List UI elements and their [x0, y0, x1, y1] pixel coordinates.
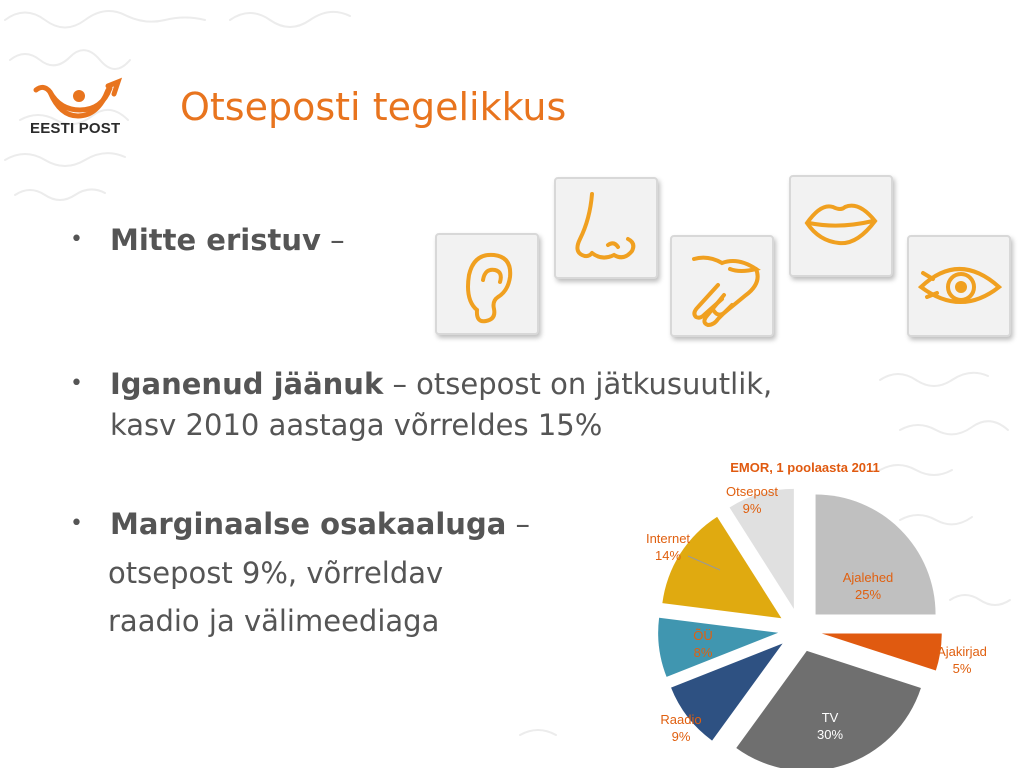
logo-text: EESTI POST	[30, 120, 121, 137]
eye-icon	[909, 237, 1009, 335]
ear-icon	[437, 235, 537, 333]
slide-title: Otseposti tegelikkus	[180, 85, 567, 129]
pie-value-label: 9%	[742, 501, 762, 516]
nose-icon	[556, 179, 656, 277]
pie-value-label: 25%	[854, 587, 882, 602]
pie-label: Raadio	[660, 712, 702, 727]
bullet-2-rest: – otsepost on jätkusuutlik,	[383, 367, 773, 401]
chart-title: EMOR, 1 poolaasta 2011	[730, 460, 880, 475]
pie-label: Internet	[645, 531, 691, 546]
pie-value-label: 9%	[671, 729, 691, 744]
ear-tile	[435, 233, 539, 335]
lips-icon	[791, 177, 891, 275]
bullet-3-rest: –	[506, 507, 530, 541]
pie-value-label: 14%	[654, 548, 682, 563]
pie-value-label: 8%	[693, 645, 713, 660]
eye-tile	[907, 235, 1011, 337]
lips-tile	[789, 175, 893, 277]
bullet-3-line3: raadio ja välimeediaga	[108, 604, 440, 638]
bullet-1-bold: Mitte eristuv	[110, 223, 321, 257]
pie-chart	[600, 450, 1024, 768]
hand-icon	[672, 237, 772, 335]
bullet-dot: •	[70, 227, 83, 252]
pie-label: Ajakirjad	[937, 644, 987, 659]
pie-label: ÕÜ	[693, 628, 713, 643]
bullet-1-rest: –	[320, 223, 345, 257]
bullet-dot: •	[70, 371, 83, 396]
bullet-dot: •	[70, 511, 83, 536]
pie-value-label: 5%	[952, 661, 972, 676]
bullet-3-line2: otsepost 9%, võrreldav	[108, 556, 444, 590]
hand-tile	[670, 235, 774, 337]
nose-tile	[554, 177, 658, 279]
pie-label: Otsepost	[725, 484, 779, 499]
bullet-2-bold: Iganenud jäänuk	[110, 367, 384, 401]
pie-value-label: 30%	[816, 727, 844, 742]
bullet-3-bold: Marginaalse osakaaluga	[110, 507, 507, 541]
pie-label: TV	[821, 710, 839, 725]
pie-label: Ajalehed	[842, 570, 894, 585]
bullet-2-line2: kasv 2010 aastaga võrreldes 15%	[110, 408, 603, 442]
